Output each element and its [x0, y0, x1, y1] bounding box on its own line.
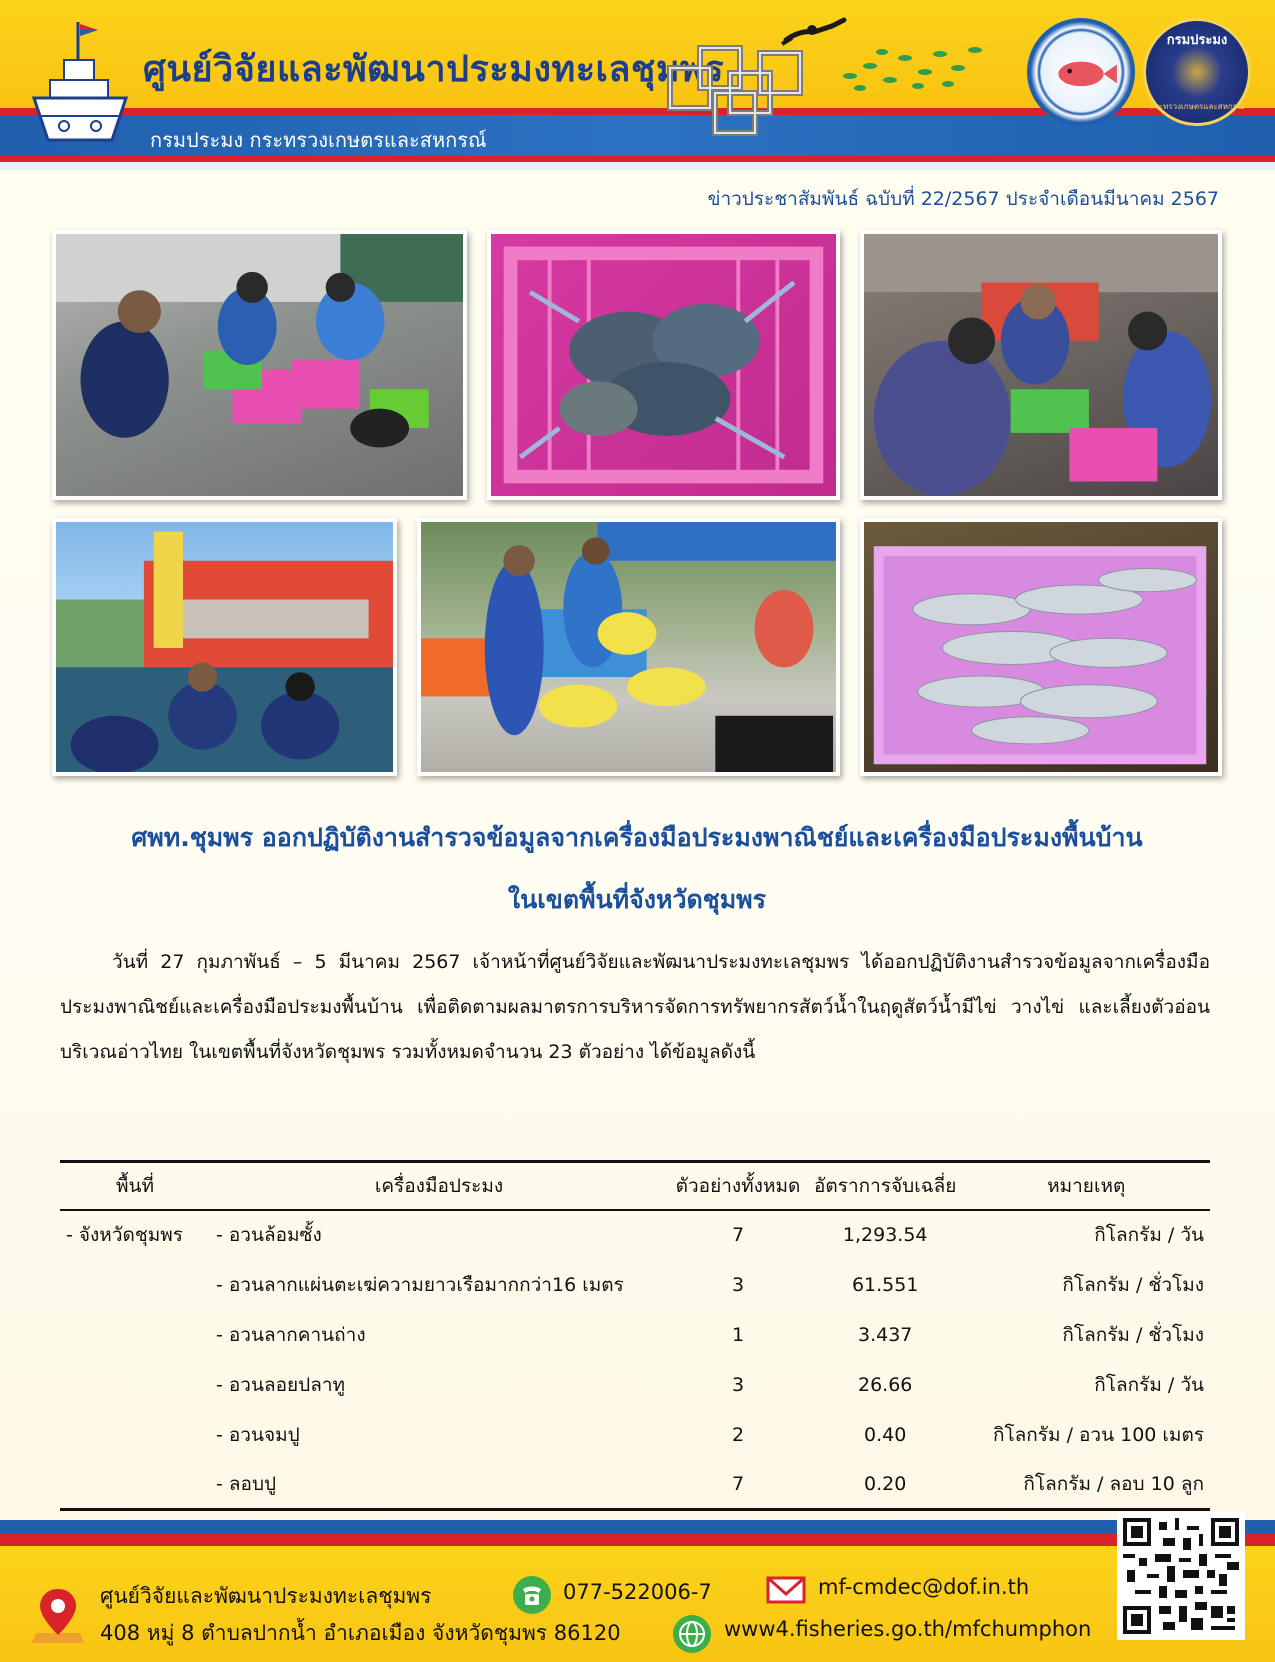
ship-icon [30, 18, 130, 148]
logo-text: กรมประมง [1166, 33, 1228, 48]
cell-gear: - อวนลอยปลาทู [216, 1373, 346, 1396]
cell-count: 3 [731, 1273, 745, 1296]
header-note: หมายเหตุ [1047, 1174, 1126, 1197]
footer-org-name: ศูนย์วิจัยและพัฒนาประมงทะเลชุมพร [100, 1584, 432, 1608]
header-area: พื้นที่ [115, 1174, 155, 1197]
cell-note: กิโลกรัม / วัน [1094, 1373, 1204, 1396]
headline-line-1: ศพท.ชุมพร ออกปฏิบัติงานสำรวจข้อมูลจากเครื่องมือประมงพาณิชย์และเครื่องมือประมงพื้นบ้าน [131, 823, 1143, 852]
location-pin-icon [30, 1585, 86, 1645]
header-subtitle: กรมประมง กระทรวงเกษตรและสหกรณ์ [150, 128, 487, 152]
cell-count: 3 [731, 1373, 745, 1396]
cell-rate: 26.66 [858, 1373, 913, 1396]
cell-gear: - อวนลากแผ่นตะเฆ่ความยาวเรือมากกว่า16 เมตร [216, 1273, 624, 1296]
footer-blue-band [0, 1520, 1275, 1534]
table-row [60, 1410, 1210, 1460]
footer-phone[interactable]: 077-522006-7 [563, 1580, 712, 1604]
header-white-band [0, 162, 1275, 170]
cell-count: 7 [731, 1224, 745, 1246]
table-header-row [60, 1162, 1210, 1210]
photo-fish-basket [860, 518, 1222, 776]
photo-officers-measuring [860, 230, 1222, 500]
footer-email[interactable]: mf-cmdec@dof.in.th [818, 1575, 1030, 1599]
cell-area [60, 1260, 210, 1310]
cell-area [60, 1410, 210, 1460]
cell-count: 7 [731, 1472, 745, 1495]
cell-area: - จังหวัดชุมพร [66, 1224, 183, 1246]
cell-note: กิโลกรัม / วัน [1094, 1224, 1204, 1246]
photo-officers-sorting [52, 230, 467, 500]
header-rate: อัตราการจับเฉลี่ย [814, 1174, 957, 1197]
cell-gear: - อวนลากคานถ่าง [216, 1323, 366, 1346]
table-row [60, 1210, 1210, 1260]
issue-line: ข่าวประชาสัมพันธ์ ฉบับที่ 22/2567 ประจำเดือนมีนาคม 2567 [707, 188, 1219, 210]
header-count: ตัวอย่างทั้งหมด [675, 1174, 801, 1197]
headline-line-2: ในเขตพื้นที่จังหวัดชุมพร [507, 885, 767, 914]
cell-rate: 3.437 [858, 1323, 913, 1346]
photo-pier-survey [417, 518, 840, 776]
body-paragraph [60, 940, 1210, 1075]
cell-gear: - อวนจมปู [216, 1423, 300, 1446]
body-text: วันที่ 27 กุมภาพันธ์ – 5 มีนาคม 2567 เจ้าหน้าที่ศูนย์วิจัยและพัฒนาประมงทะเลชุมพร ได้ออกปฏิบัติงานสำรวจข้อมูลจากเครื่องมือประมงพาณิชย์และเครื่องมือประมงพื้นบ้าน เพื่อติดตามผลมาตรการบริหารจัดการทรัพยากรสัตว์น้ำในฤดูสัตว์น้ำมีไข่ วางไข่ และเลี้ยงตัวอ่อน บริเวณอ่าวไทย ในเขตพื้นที่จังหวัดชุมพร รวมทั้งหมดจำนวน 23 ตัวอย่าง ได้ข้อมูลดังนี้ [60, 951, 1210, 1063]
cell-gear: - ลอบปู [216, 1472, 277, 1495]
cell-rate: 61.551 [851, 1273, 919, 1296]
footer-website[interactable]: www4.fisheries.go.th/mfchumphon [724, 1617, 1092, 1641]
qr-code-icon[interactable] [1117, 1512, 1245, 1640]
page-header [0, 0, 1275, 170]
cell-area [60, 1360, 210, 1410]
cell-rate: 1,293.54 [842, 1224, 928, 1246]
header-title: ศูนย์วิจัยและพัฒนาประมงทะเลชุมพร [143, 49, 725, 90]
photo-fishing-boat [52, 518, 397, 776]
photo-crab-basket [487, 230, 840, 500]
cell-count: 2 [731, 1423, 745, 1446]
phone-icon [512, 1575, 552, 1615]
catch-rate-table [60, 1160, 1210, 1511]
cell-rate: 0.20 [864, 1472, 907, 1495]
table-row [60, 1260, 1210, 1310]
research-center-logo [1027, 18, 1135, 126]
header-gear: เครื่องมือประมง [374, 1174, 504, 1197]
cell-note: กิโลกรัม / อวน 100 เมตร [992, 1423, 1204, 1446]
footer-red-band [0, 1534, 1275, 1546]
logo-subtext: กระทรวงเกษตรและสหกรณ์ [1149, 102, 1245, 111]
cell-area [60, 1460, 210, 1510]
cell-gear: - อวนล้อมซั้ง [216, 1224, 322, 1246]
cell-area [60, 1310, 210, 1360]
globe-icon [672, 1614, 712, 1654]
footer-address: 408 หมู่ 8 ตำบลปากน้ำ อำเภอเมือง จังหวัดชุมพร 86120 [100, 1621, 621, 1645]
fish-school-icon [830, 36, 990, 96]
cell-rate: 0.40 [864, 1423, 907, 1446]
email-icon [766, 1574, 806, 1606]
table-row [60, 1460, 1210, 1510]
department-of-fisheries-logo [1143, 18, 1251, 126]
cell-note: กิโลกรัม / ชั่วโมง [1062, 1323, 1204, 1346]
cell-note: กิโลกรัม / ชั่วโมง [1062, 1273, 1204, 1296]
table-row [60, 1310, 1210, 1360]
cell-note: กิโลกรัม / ลอบ 10 ลูก [1023, 1472, 1204, 1495]
table-row [60, 1360, 1210, 1410]
cell-count: 1 [731, 1323, 745, 1346]
